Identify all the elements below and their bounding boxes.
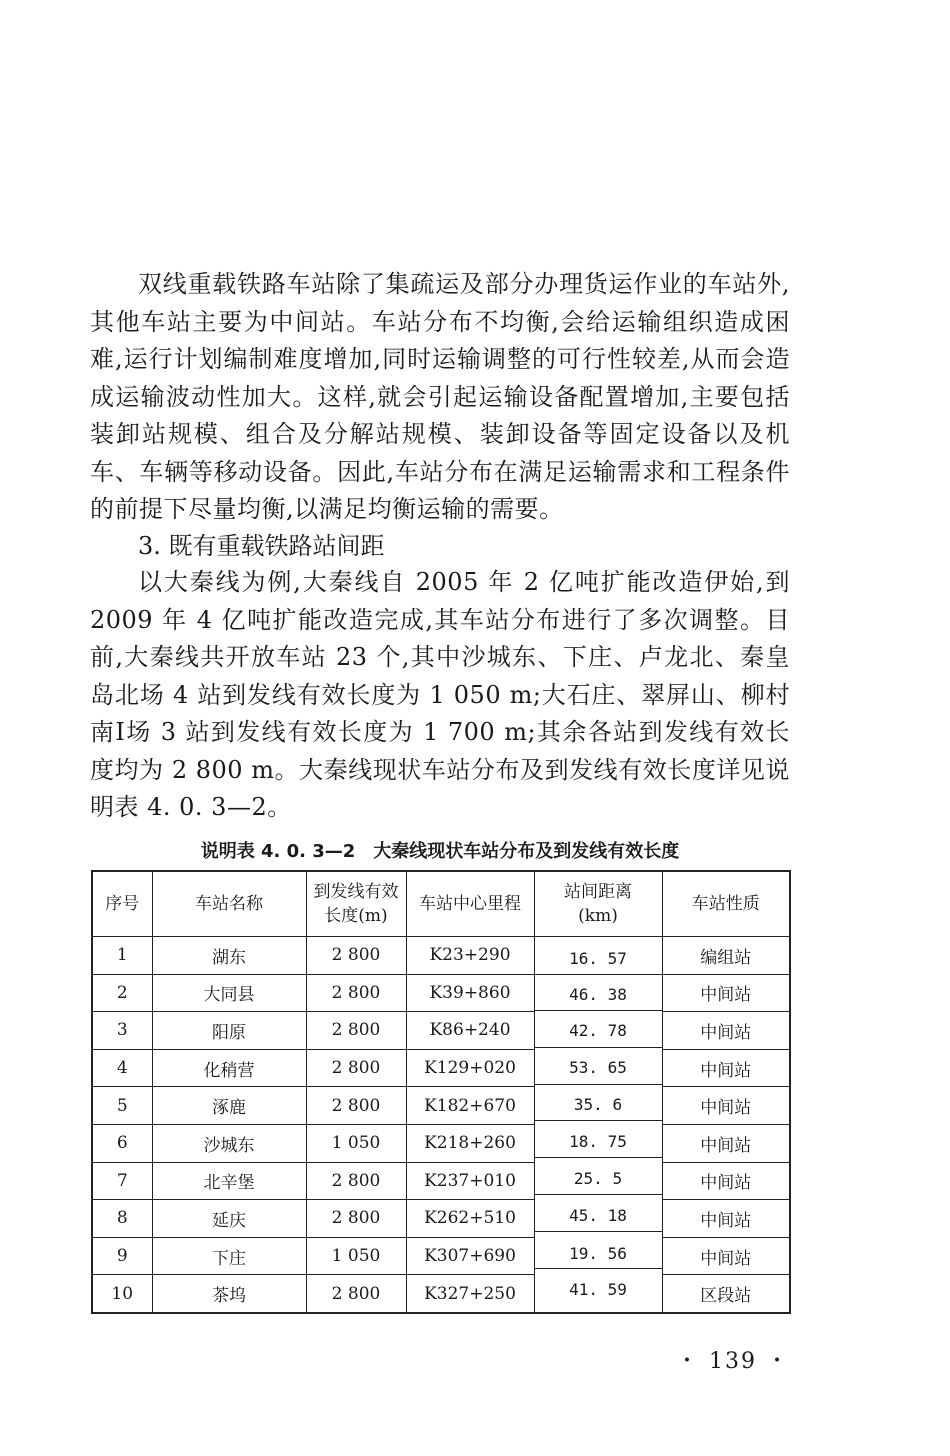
header-length-line2: 长度(m) <box>324 906 388 926</box>
section-heading: 3. 既有重载铁路站间距 <box>138 532 385 560</box>
table-header-row <box>92 871 790 937</box>
cell-type: 中间站 <box>662 1087 790 1125</box>
distance-value: 41. 59 <box>569 1280 627 1299</box>
distance-value: 42. 78 <box>569 1021 627 1040</box>
cell-no: 2 <box>92 974 152 1012</box>
header-length-line1: 到发线有效 <box>313 882 399 902</box>
cell-length: 2 800 <box>306 1087 406 1125</box>
cell-no: 1 <box>92 937 152 975</box>
table-row <box>92 1012 790 1050</box>
cell-mileage: K129+020 <box>406 1049 534 1087</box>
cell-no: 9 <box>92 1237 152 1275</box>
cell-length: 2 800 <box>306 1012 406 1050</box>
distance-separator <box>535 1268 662 1269</box>
page-number: ・ 139 ・ <box>676 1349 790 1374</box>
cell-name: 茶坞 <box>152 1275 306 1313</box>
cell-mileage: K23+290 <box>406 937 534 975</box>
cell-mileage: K237+010 <box>406 1162 534 1200</box>
paragraph-daqin-line: 以大秦线为例,大秦线自 2005 年 2 亿吨扩能改造伊始,到 2009 年 4 亿吨扩能改造完成,其车站分布进行了多次调整。目前,大秦线共开放车站 23 个,其中沙城东、下庄、卢龙北、秦皇岛北场 4 站到发线有效长度为 1 050 m;大石庄、翠屏山、柳村南Ⅰ场 3 站到发线有效长度为 1 700 m;其余各站到发线有效长度均为 2 800 m。大秦线现状车站分布及到发线有效长度详见说明表 4. 0. 3—2。 <box>90 568 790 821</box>
distance-separator <box>535 1047 662 1048</box>
distance-value: 25. 5 <box>573 1169 623 1188</box>
cell-type: 中间站 <box>662 974 790 1012</box>
table-row <box>92 1087 790 1125</box>
distance-value: 46. 38 <box>569 985 627 1004</box>
distance-value: 53. 65 <box>569 1058 627 1077</box>
header-type: 车站性质 <box>662 871 790 937</box>
distance-separator <box>535 1084 662 1085</box>
cell-mileage: K39+860 <box>406 974 534 1012</box>
table-row <box>92 1124 790 1162</box>
cell-type: 中间站 <box>662 1012 790 1050</box>
cell-mileage: K86+240 <box>406 1012 534 1050</box>
cell-no: 4 <box>92 1049 152 1087</box>
cell-type: 区段站 <box>662 1275 790 1313</box>
table-row <box>92 1200 790 1238</box>
cell-type: 中间站 <box>662 1200 790 1238</box>
cell-length: 1 050 <box>306 1124 406 1162</box>
header-mileage: 车站中心里程 <box>406 871 534 937</box>
distance-column <box>534 937 662 1313</box>
header-distance <box>534 871 662 937</box>
table-row <box>92 1237 790 1275</box>
cell-length: 2 800 <box>306 1162 406 1200</box>
cell-name: 大同县 <box>152 974 306 1012</box>
cell-length: 2 800 <box>306 1049 406 1087</box>
header-length <box>306 871 406 937</box>
cell-mileage: K327+250 <box>406 1275 534 1313</box>
distance-separator <box>535 1120 662 1121</box>
header-no: 序号 <box>92 871 152 937</box>
table-row <box>92 974 790 1012</box>
distance-value: 18. 75 <box>569 1132 627 1151</box>
cell-type: 中间站 <box>662 1124 790 1162</box>
cell-type: 中间站 <box>662 1162 790 1200</box>
cell-name: 湖东 <box>152 937 306 975</box>
table-row <box>92 1275 790 1313</box>
cell-mileage: K182+670 <box>406 1087 534 1125</box>
cell-no: 10 <box>92 1275 152 1313</box>
distance-separator <box>535 974 662 975</box>
cell-no: 3 <box>92 1012 152 1050</box>
paragraph-station-distribution: 双线重载铁路车站除了集疏运及部分办理货运作业的车站外,其他车站主要为中间站。车站分布不均衡,会给运输组织造成困难,运行计划编制难度增加,同时运输调整的可行性较差,从而会造成运输波动性加大。这样,就会引起运输设备配置增加,主要包括装卸站规模、组合及分解站规模、装卸设备等固定设备以及机车、车辆等移动设备。因此,车站分布在满足运输需求和工程条件的前提下尽量均衡,以满足均衡运输的需要。 <box>90 270 790 523</box>
cell-no: 6 <box>92 1124 152 1162</box>
table-caption: 说明表 4. 0. 3—2 大秦线现状车站分布及到发线有效长度 <box>200 841 680 862</box>
cell-length: 2 800 <box>306 974 406 1012</box>
distance-separator <box>535 1231 662 1232</box>
cell-name: 下庄 <box>152 1237 306 1275</box>
cell-type: 编组站 <box>662 937 790 975</box>
header-name: 车站名称 <box>152 871 306 937</box>
cell-length: 2 800 <box>306 937 406 975</box>
distance-separator <box>535 1010 662 1011</box>
cell-no: 5 <box>92 1087 152 1125</box>
table-row <box>92 1049 790 1087</box>
cell-no: 7 <box>92 1162 152 1200</box>
cell-length: 2 800 <box>306 1275 406 1313</box>
cell-name: 涿鹿 <box>152 1087 306 1125</box>
distance-separator <box>535 1194 662 1195</box>
distance-value: 35. 6 <box>573 1095 623 1114</box>
cell-name: 阳原 <box>152 1012 306 1050</box>
station-table <box>91 870 791 1314</box>
distance-value: 45. 18 <box>569 1206 627 1225</box>
cell-type: 中间站 <box>662 1049 790 1087</box>
cell-name: 沙城东 <box>152 1124 306 1162</box>
cell-mileage: K218+260 <box>406 1124 534 1162</box>
table-row <box>92 1162 790 1200</box>
header-distance-line1: 站间距离 <box>564 882 632 902</box>
distance-value: 16. 57 <box>569 949 627 968</box>
cell-length: 2 800 <box>306 1200 406 1238</box>
cell-name: 北辛堡 <box>152 1162 306 1200</box>
cell-mileage: K262+510 <box>406 1200 534 1238</box>
cell-length: 1 050 <box>306 1237 406 1275</box>
table-row <box>92 937 790 975</box>
cell-no: 8 <box>92 1200 152 1238</box>
distance-separator <box>535 1157 662 1158</box>
cell-type: 中间站 <box>662 1237 790 1275</box>
header-distance-line2: (km) <box>578 906 618 926</box>
cell-name: 延庆 <box>152 1200 306 1238</box>
distance-value: 19. 56 <box>569 1244 627 1263</box>
cell-name: 化稍营 <box>152 1049 306 1087</box>
cell-mileage: K307+690 <box>406 1237 534 1275</box>
